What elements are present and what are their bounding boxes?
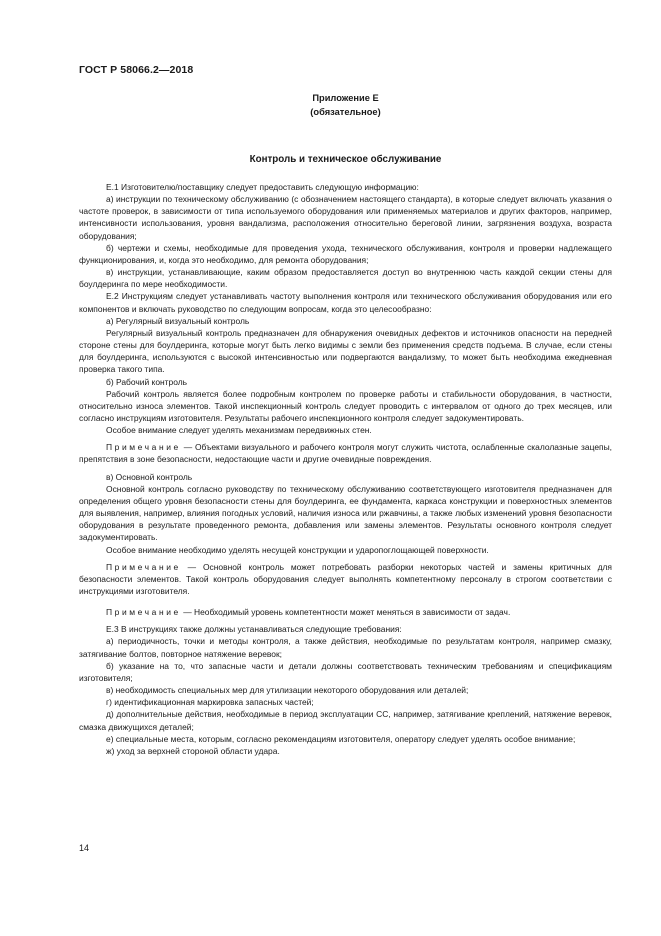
paragraph-text: Особое внимание следует уделять механизмам передвижных стен. bbox=[106, 425, 372, 436]
paragraph-text: а) инструкции по техническому обслуживанию (с обозначением настоящего стандарта), в которые следует включать указания о частоте проверок, в зависимости от типа используемого оборудования или применяемых материалов и других факторов, например, интенсивности использования, уровня вандализма, расположения относительно береговой линии, загрязнения воздуха, возраста оборудования; bbox=[79, 194, 612, 241]
body-paragraph bbox=[79, 327, 612, 376]
section-title: Контроль и техническое обслуживание bbox=[249, 154, 442, 165]
paragraph-text: а) периодичность, точки и методы контроля, а также действия, необходимые по результатам контроля, например смазку, затягивание болтов, повторное натяжение веревок; bbox=[79, 636, 612, 659]
paragraph-text: Е.3 В инструкциях также должны устанавливаться следующие требования: bbox=[106, 624, 402, 635]
paragraph-text: — Необходимый уровень компетентности может меняться в зависимости от задач. bbox=[180, 607, 511, 618]
paragraph-text: Регулярный визуальный контроль предназначен для обнаружения очевидных дефектов и источников опасности на передней стороне стены для боулдеринга, которые могут быть легко видимы с земли без применения средств подъема. В случае, если стены для боулдеринга, используются с высокой интенсивностью или подвергаются вандализму, то может быть необходима ежедневная проверка такого типа. bbox=[79, 327, 612, 375]
paragraph-text: Особое внимание необходимо уделять несущей конструкции и ударопоглощающей поверхности. bbox=[106, 544, 489, 555]
body-paragraph bbox=[79, 181, 612, 193]
body-paragraph bbox=[79, 708, 612, 732]
paragraph-text: Е.2 Инструкциям следует устанавливать частоту выполнения контроля или технического обслуживания оборудования или его компонентов и включать руководство по следующим вопросам, когда это целесообразно: bbox=[79, 291, 612, 314]
paragraph-text: — Основной контроль может потребовать разборки некоторых частей и замены критичных для безопасности элементов. Такой контроль оборудования следует выполнять компетентному персоналу в строгом соответствии с инструкциями изготовителя. bbox=[79, 561, 612, 596]
paragraph-text: г) идентификационная маркировка запасных частей; bbox=[106, 697, 314, 708]
paragraph-text: — Объектами визуального и рабочего контроля могут служить чистота, ослабленные скалолазные зацепы, препятствия в зоне безопасности, недостающие части и другие очевидные повреждения. bbox=[79, 442, 612, 465]
paragraph-text: Основной контроль согласно руководству по техническому обслуживанию соответствующего изготовителя предназначен для определения общего уровня безопасности стены для боулдеринга, ее фундамента, каркаса конструкции и поверхностных элементов для выявления, например, влияния погодных условий, наличия износа или ржавчины, а также любых изменений уровня безопасности оборудования в результате проведенного ремонта, добавления или замены элементов. Результаты основного контроля следует задокументировать. bbox=[79, 483, 612, 543]
paragraph-text: Рабочий контроль является более подробным контролем по проверке работы и стабильности оборудования, в частности, относительно износа элементов. Такой инспекционный контроль следует проводить с интервалом от одного до трех месяцев, или согласно инструкциям изготовителя. Результаты рабочего инспекционного контроля следует задокументировать. bbox=[79, 388, 612, 423]
note-label: Примечание bbox=[106, 561, 181, 572]
body-paragraph bbox=[79, 242, 612, 266]
note-label: Примечание bbox=[106, 442, 181, 453]
body-paragraph bbox=[79, 290, 612, 314]
paragraph-text: б) указание на то, что запасные части и детали должны соответствовать техническим требованиям и спецификациям изготовителя; bbox=[79, 660, 612, 683]
paragraph-text: б) Рабочий контроль bbox=[106, 376, 188, 387]
body-paragraph bbox=[79, 660, 612, 684]
body-paragraph bbox=[79, 684, 612, 696]
body-paragraph bbox=[79, 544, 612, 556]
body-paragraph bbox=[79, 733, 612, 745]
body-paragraph bbox=[79, 483, 612, 544]
paragraph-text: б) чертежи и схемы, необходимые для проведения ухода, технического обслуживания, контроля и проверки надлежащего функционирования, и, когда это необходимо, для ремонта оборудования; bbox=[79, 242, 612, 265]
body-paragraph bbox=[79, 696, 612, 708]
page-number: 14 bbox=[79, 843, 90, 853]
body-paragraph bbox=[79, 623, 612, 635]
paragraph-text: е) специальные места, которым, согласно рекомендациям изготовителя, оператору следует уделять особое внимание; bbox=[106, 733, 576, 744]
paragraph-text: д) дополнительные действия, необходимые в период эксплуатации СС, например, затягивание креплений, натяжение веревок, смазка движущихся деталей; bbox=[79, 709, 612, 732]
annex-heading bbox=[79, 91, 612, 119]
note-paragraph bbox=[79, 441, 612, 465]
body-paragraph bbox=[79, 745, 612, 757]
body-paragraph bbox=[79, 266, 612, 290]
body-paragraph bbox=[79, 376, 612, 388]
paragraph-text: в) необходимость специальных мер для утилизации некоторого оборудования или деталей; bbox=[106, 685, 469, 696]
annex-label: Приложение Е bbox=[312, 93, 379, 103]
body-paragraph bbox=[79, 635, 612, 659]
body-paragraph bbox=[79, 193, 612, 242]
note-paragraph bbox=[79, 561, 612, 597]
paragraph-text: в) инструкции, устанавливающие, каким образом предоставляется доступ во внутреннюю часть каждой секции стены для боулдеринга по мере необходимости. bbox=[79, 267, 612, 290]
body-paragraph bbox=[79, 388, 612, 424]
document-body bbox=[79, 181, 612, 757]
document-code-header: ГОСТ Р 58066.2—2018 bbox=[79, 64, 194, 76]
body-paragraph bbox=[79, 471, 612, 483]
note-label: Примечание bbox=[106, 607, 181, 618]
paragraph-text: в) Основной контроль bbox=[106, 471, 193, 482]
body-paragraph bbox=[79, 424, 612, 436]
paragraph-text: Е.1 Изготовителю/поставщику следует предоставить следующую информацию: bbox=[106, 182, 419, 192]
paragraph-text: ж) уход за верхней стороной области удара. bbox=[106, 745, 280, 756]
body-paragraph bbox=[79, 315, 612, 327]
annex-status: (обязательное) bbox=[310, 107, 381, 117]
paragraph-text: а) Регулярный визуальный контроль bbox=[106, 315, 250, 326]
note-paragraph bbox=[79, 606, 612, 618]
